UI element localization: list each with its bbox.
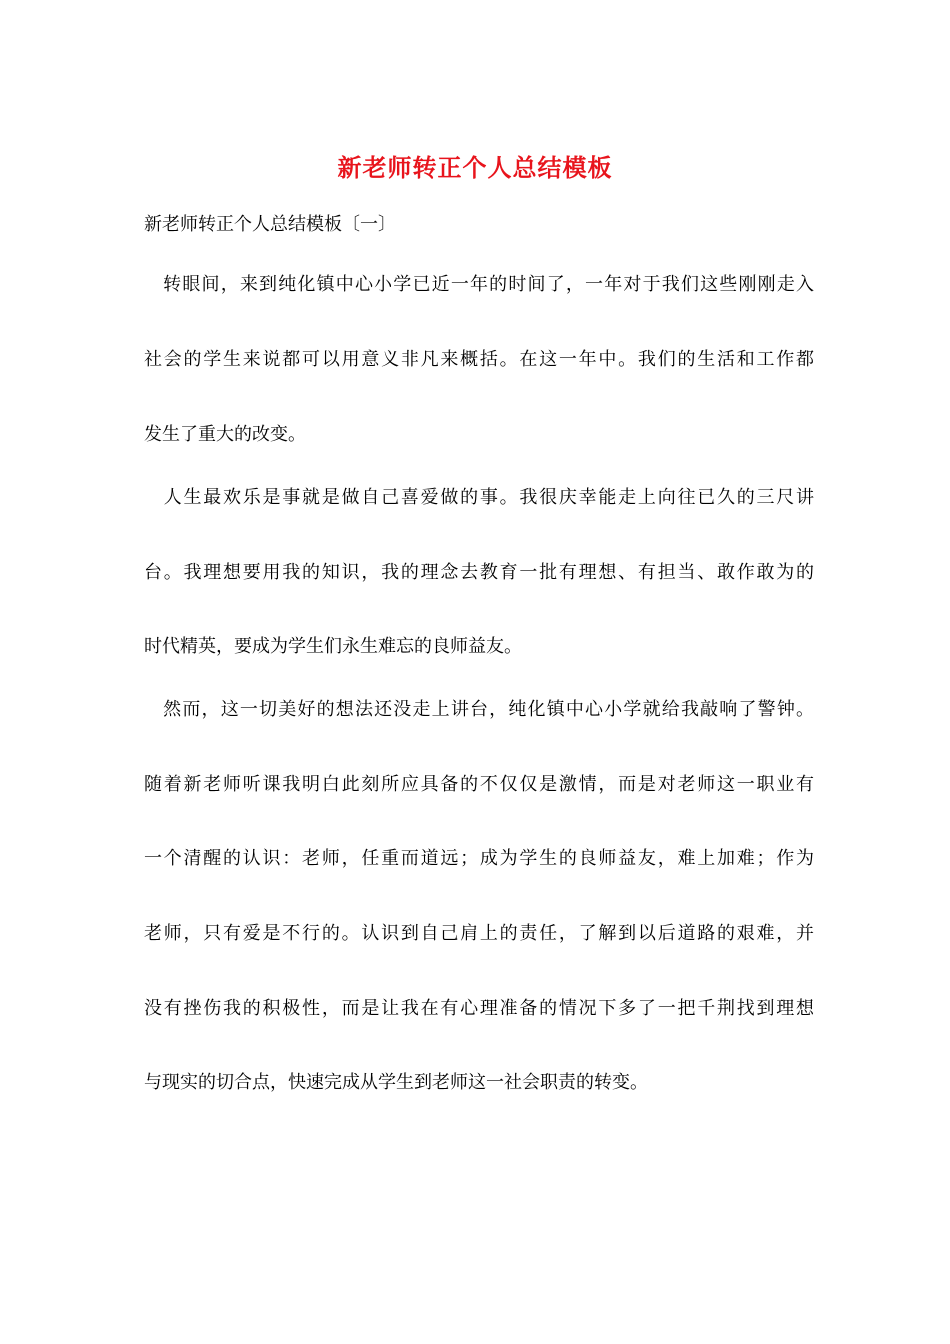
paragraph-line-2: 社会的学生来说都可以用意义非凡来概括。在这一年中。我们的生活和工作都 [144,349,814,370]
paragraph-line-11: 没有挫伤我的积极性，而是让我在有心理准备的情况下多了一把千荆找到理想 [144,998,814,1019]
section-subtitle: 新老师转正个人总结模板〔一〕 [144,214,396,235]
paragraph-line-5: 台。我理想要用我的知识，我的理念去教育一批有理想、有担当、敢作敢为的 [144,562,814,583]
document-title: 新老师转正个人总结模板 [337,153,613,182]
paragraph-line-10: 老师，只有爱是不行的。认识到自己肩上的责任，了解到以后道路的艰难，并 [144,923,814,944]
paragraph-line-3: 发生了重大的改变。 [144,424,306,445]
paragraph-line-7: 然而，这一切美好的想法还没走上讲台，纯化镇中心小学就给我敲响了警钟。 [144,699,814,720]
paragraph-line-9: 一个清醒的认识：老师，任重而道远；成为学生的良师益友，难上加难；作为 [144,848,814,869]
paragraph-line-8: 随着新老师听课我明白此刻所应具备的不仅仅是激情，而是对老师这一职业有 [144,774,814,795]
paragraph-line-4: 人生最欢乐是事就是做自己喜爱做的事。我很庆幸能走上向往已久的三尺讲 [144,487,814,508]
paragraph-line-1: 转眼间，来到纯化镇中心小学已近一年的时间了，一年对于我们这些刚刚走入 [144,274,814,295]
paragraph-line-6: 时代精英，要成为学生们永生难忘的良师益友。 [144,636,522,657]
paragraph-line-12: 与现实的切合点，快速完成从学生到老师这一社会职责的转变。 [144,1072,648,1093]
